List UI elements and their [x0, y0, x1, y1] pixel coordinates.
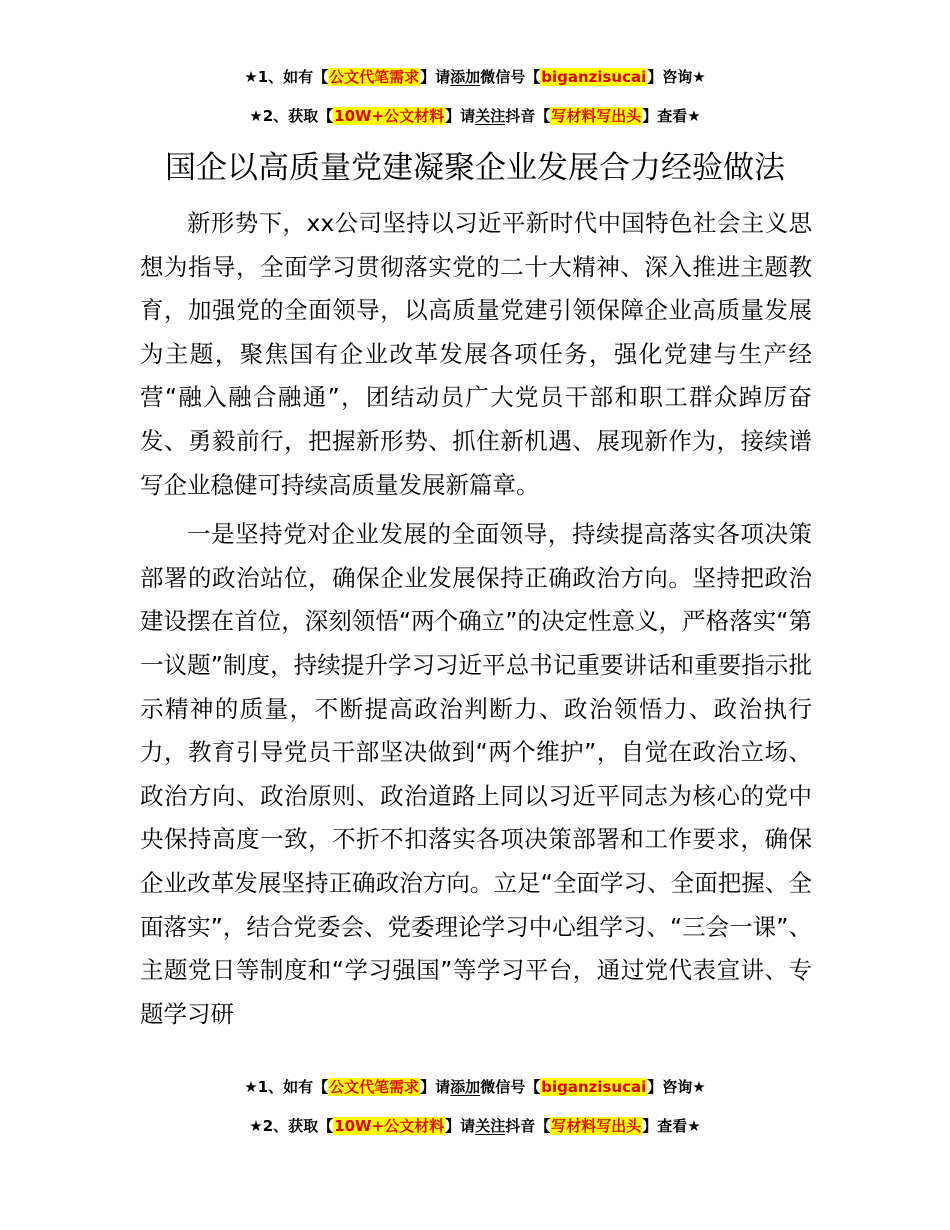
star-icon: ★: [244, 68, 258, 86]
banner-highlight: 10W+公文材料: [334, 107, 445, 125]
star-icon: ★: [249, 107, 263, 125]
top-banner-line-2: [0, 105, 950, 127]
banner-text: 1、如有【: [257, 68, 329, 86]
banner-text: 1、如有【: [257, 1078, 329, 1096]
star-icon: ★: [249, 1117, 263, 1135]
bottom-banner-line-2: [0, 1115, 950, 1137]
paragraph-1: 新形势下，xx公司坚持以习近平新时代中国特色社会主义思想为指导，全面学习贯彻落实党的二十大精神、深入推进主题教育，加强党的全面领导，以高质量党建引领保障企业高质量发展为主题，聚焦国有企业改革发展各项任务，强化党建与生产经营“融入融合融通”，团结动员广大党员干部和职工群众踔厉奋发、勇毅前行，把握新形势、抓住新机遇、展现新作为，接续谱写企业稳健可持续高质量发展新篇章。: [140, 209, 812, 499]
banner-text: 】请: [420, 1078, 451, 1096]
banner-text: 】请: [445, 107, 476, 125]
banner-highlight: biganzisucai: [541, 1078, 647, 1096]
banner-highlight: 公文代笔需求: [329, 1078, 420, 1096]
banner-text: 】请: [445, 1117, 476, 1135]
banner-underlined-text: 添加: [450, 1078, 481, 1096]
banner-text: 】咨询: [647, 68, 693, 86]
banner-text: 】请: [420, 68, 451, 86]
banner-highlight: 10W+公文材料: [334, 1117, 445, 1135]
star-icon: ★: [687, 107, 701, 125]
star-icon: ★: [692, 68, 706, 86]
banner-text: 微信号【: [480, 1078, 541, 1096]
star-icon: ★: [244, 1078, 258, 1096]
banner-underlined-text: 关注: [475, 1117, 506, 1135]
star-icon: ★: [692, 1078, 706, 1096]
top-banner-line-1: [0, 66, 950, 88]
banner-text: 微信号【: [480, 68, 541, 86]
banner-text: 抖音【: [505, 107, 551, 125]
document-body: [140, 202, 812, 1036]
banner-highlight: 写材料写出头: [551, 1117, 642, 1135]
bottom-banner-line-1: [0, 1076, 950, 1098]
banner-underlined-text: 关注: [475, 107, 506, 125]
banner-text: 】查看: [642, 1117, 688, 1135]
banner-text: 抖音【: [505, 1117, 551, 1135]
banner-text: 2、获取【: [262, 1117, 334, 1135]
banner-text: 】咨询: [647, 1078, 693, 1096]
banner-text: 】查看: [642, 107, 688, 125]
banner-highlight: biganzisucai: [541, 68, 647, 86]
banner-highlight: 写材料写出头: [551, 107, 642, 125]
banner-text: 2、获取【: [262, 107, 334, 125]
star-icon: ★: [687, 1117, 701, 1135]
paragraph-2: 一是坚持党对企业发展的全面领导，持续提高落实各项决策部署的政治站位，确保企业发展保持正确政治方向。坚持把政治建设摆在首位，深刻领悟“两个确立”的决定性意义，严格落实“第一议题”制度，持续提升学习习近平总书记重要讲话和重要指示批示精神的质量，不断提高政治判断力、政治领悟力、政治执行力，教育引导党员干部坚决做到“两个维护”，自觉在政治立场、政治方向、政治原则、政治道路上同以习近平同志为核心的党中央保持高度一致，不折不扣落实各项决策部署和工作要求，确保企业改革发展坚持正确政治方向。立足“全面学习、全面把握、全面落实”，结合党委会、党委理论学习中心组学习、“三会一课”、主题党日等制度和“学习强国”等学习平台，通过党代表宣讲、专题学习研: [140, 520, 812, 1028]
banner-underlined-text: 添加: [450, 68, 481, 86]
document-title: 国企以高质量党建凝聚企业发展合力经验做法: [165, 150, 785, 186]
banner-highlight: 公文代笔需求: [329, 68, 420, 86]
